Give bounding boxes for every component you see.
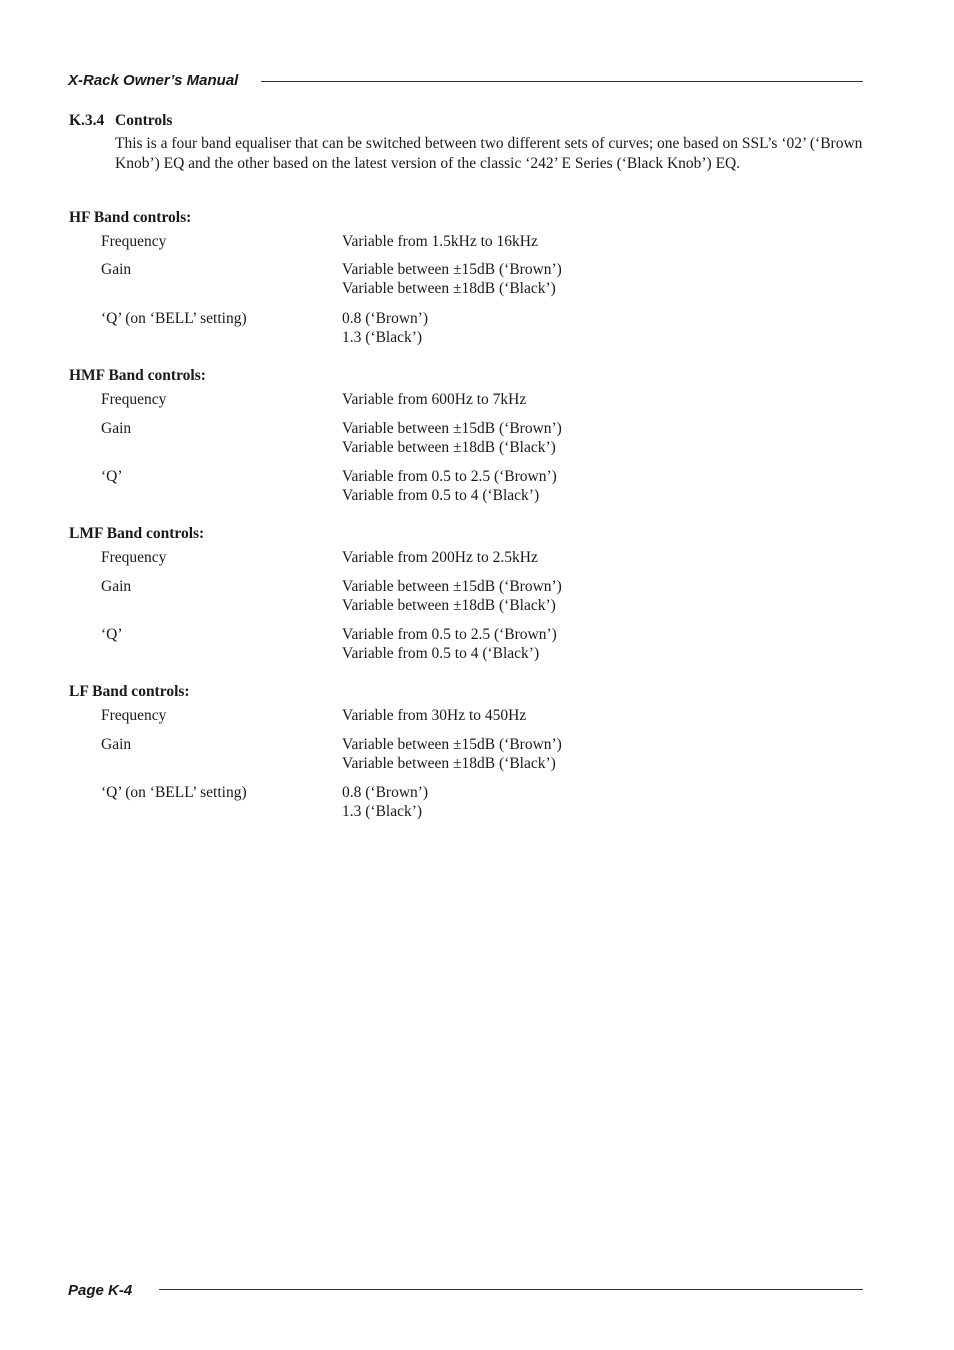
page-number: Page K-4 [68,1282,133,1299]
param-value-line: Variable between ±15dB (‘Brown’) [342,578,562,595]
param-value-line: Variable from 0.5 to 2.5 (‘Brown’) [342,468,557,485]
param-value [342,390,526,409]
param-label: Frequency [101,391,167,408]
param-label: Frequency [101,707,167,724]
param-value-line: Variable between ±15dB (‘Brown’) [342,261,562,278]
param-label: ‘Q’ [101,626,123,643]
band-title-hf: HF Band controls: [69,209,192,226]
param-value [342,232,538,251]
param-value [342,783,428,821]
param-label: ‘Q’ (on ‘BELL’ setting) [101,784,247,801]
param-value [342,467,557,505]
param-value-line: Variable from 1.5kHz to 16kHz [342,233,538,250]
param-value-line: Variable from 0.5 to 2.5 (‘Brown’) [342,626,557,643]
param-value-line: Variable from 600Hz to 7kHz [342,391,527,408]
header-rule [261,81,863,82]
page-footer [68,1281,863,1303]
intro-paragraph: This is a four band equaliser that can be switched between two different sets of curves; one based on SSL’s ‘02’ (‘Brown Knob’) EQ and the other based on the latest version of the classic ‘242’ E Series (‘Black Knob’) EQ. [115,135,863,172]
param-label: Gain [101,261,132,278]
param-value-line: Variable from 200Hz to 2.5kHz [342,549,538,566]
section-title: Controls [115,112,173,129]
param-label: Gain [101,736,132,753]
param-value-line: Variable between ±18dB (‘Black’) [342,755,556,772]
param-value [342,419,562,457]
param-value-line: Variable between ±18dB (‘Black’) [342,280,556,297]
param-value-line: Variable from 0.5 to 4 (‘Black’) [342,645,540,662]
param-value-line: 0.8 (‘Brown’) [342,784,429,801]
param-value [342,309,428,347]
footer-rule [159,1289,863,1290]
param-label: Frequency [101,549,167,566]
param-value-line: 1.3 (‘Black’) [342,803,423,820]
manual-title: X-Rack Owner’s Manual [68,72,239,89]
param-label: Gain [101,420,132,437]
param-value-line: Variable between ±18dB (‘Black’) [342,597,556,614]
param-label: Gain [101,578,132,595]
param-value-line: Variable between ±15dB (‘Brown’) [342,420,562,437]
param-value-line: Variable from 30Hz to 450Hz [342,707,527,724]
param-value [342,706,526,725]
param-value-line: Variable between ±15dB (‘Brown’) [342,736,562,753]
param-value [342,548,538,567]
param-value [342,577,562,615]
param-value-line: Variable between ±18dB (‘Black’) [342,439,556,456]
band-title-lf: LF Band controls: [69,683,190,700]
param-label: Frequency [101,233,167,250]
band-title-hmf: HMF Band controls: [69,367,206,384]
page-header [68,71,863,93]
param-value [342,735,562,773]
param-value [342,260,562,298]
section-number: K.3.4 [69,112,105,129]
section-heading [69,111,172,131]
param-value [342,625,557,663]
param-label: ‘Q’ [101,468,123,485]
param-value-line: 0.8 (‘Brown’) [342,310,429,327]
param-label: ‘Q’ (on ‘BELL’ setting) [101,310,247,327]
param-value-line: Variable from 0.5 to 4 (‘Black’) [342,487,540,504]
param-value-line: 1.3 (‘Black’) [342,329,423,346]
band-title-lmf: LMF Band controls: [69,525,205,542]
